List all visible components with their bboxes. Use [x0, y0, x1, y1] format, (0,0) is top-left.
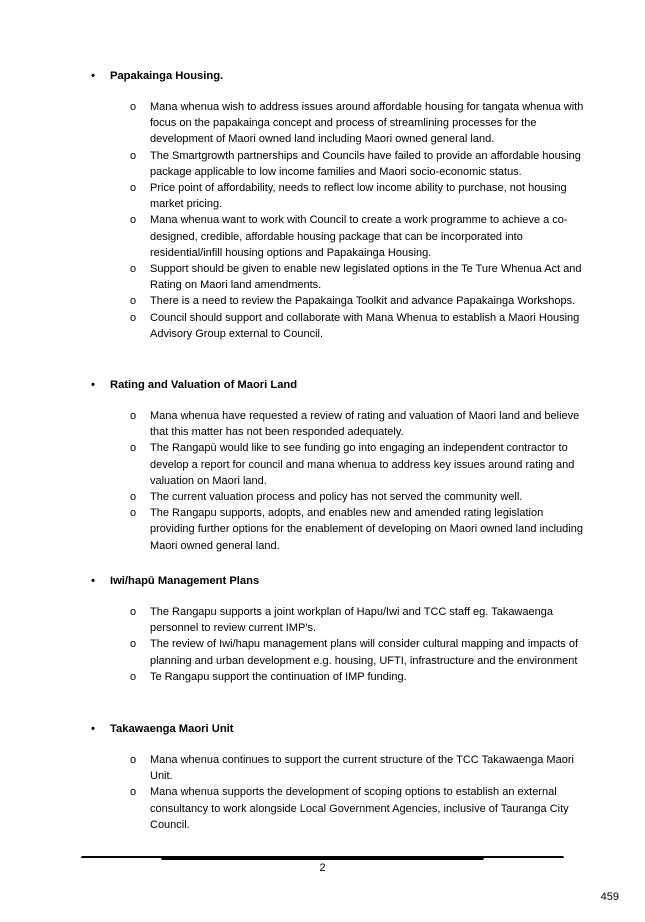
bullet-icon: • [91, 379, 95, 391]
bullet-icon: • [91, 723, 95, 735]
sub-bullet-icon: o [129, 507, 137, 520]
sub-bullet-icon: o [129, 638, 137, 651]
list-item: o Mana whenua supports the development of scoping options to establish an external consultancy to work alongside Local Government Agencies, inclusive of Tauranga City Council. [129, 786, 569, 831]
section-takawaenga-unit [88, 721, 588, 833]
sub-bullet-icon: o [129, 101, 137, 113]
list-item: o Support should be given to enable new legislated options in the Te Ture Whenua Act and Rating on Maori land amendments. [129, 263, 582, 292]
list-item: o The current valuation process and policy has not served the community well. [88, 489, 588, 505]
sub-bullet-icon: o [129, 754, 137, 766]
heading-text: Papakainga Housing. [110, 70, 224, 82]
bullet-list [88, 604, 588, 685]
heading-text: Rating and Valuation of Maori Land [110, 379, 298, 391]
section-heading [88, 721, 588, 737]
bullet-icon: • [91, 70, 95, 82]
footer-divider [81, 856, 564, 860]
list-item: o Mana whenua want to work with Council to create a work programme to achieve a co-designed, credible, affordable housing package that can be incorporated into residential/infill housing options and Papakainga Housing. [129, 214, 568, 259]
sub-bullet-icon: o [129, 149, 137, 162]
sub-bullet-icon: o [129, 311, 137, 324]
list-item: o The Rangapu supports a joint workplan of Hapu/Iwi and TCC staff eg. Takawaenga personnel to review current IMP’s. [129, 606, 553, 635]
list-item: o Mana whenua wish to address issues around affordable housing for tangata whenua with focus on the papakainga concept and process of streamlining processes for the development of Maori owned land including Maori owned general land. [129, 101, 584, 146]
list-item: o Price point of affordability, needs to reflect low income ability to purchase, not housing market pricing. [129, 182, 567, 211]
list-item: o Council should support and collaborate with Mana Whenua to establish a Maori Housing Advisory Group external to Council. [129, 311, 580, 340]
sub-bullet-icon: o [129, 214, 137, 227]
section-papakainga-housing [88, 68, 588, 342]
list-item: o There is a need to review the Papakainga Toolkit and advance Papakainga Workshops. [88, 293, 588, 309]
bullet-icon: • [91, 575, 95, 587]
document-page-number: 459 [600, 891, 619, 903]
sub-bullet-icon: o [129, 670, 137, 683]
sub-bullet-icon: o [129, 295, 137, 308]
sub-bullet-icon: o [129, 410, 137, 422]
bullet-list [88, 99, 588, 342]
section-heading [88, 377, 588, 393]
sub-bullet-icon: o [129, 606, 137, 618]
section-rating-valuation [88, 377, 588, 554]
list-item: o Te Rangapu support the continuation of IMP funding. [88, 669, 588, 685]
list-item: o Mana whenua have requested a review of rating and valuation of Maori land and believe that this matter has not been responded adequately. [129, 410, 580, 439]
list-item: o The Smartgrowth partnerships and Councils have failed to provide an affordable housing package applicable to low income families and Maori socio-economic status. [129, 149, 581, 178]
sub-bullet-icon: o [129, 182, 137, 195]
heading-text: Iwi/hapū Management Plans [110, 575, 260, 587]
heading-text: Takawaenga Maori Unit [110, 723, 234, 735]
sub-bullet-icon: o [129, 442, 137, 455]
sub-bullet-icon: o [129, 263, 137, 276]
list-item: o The review of Iwi/hapu management plans will consider cultural mapping and impacts of planning and urban development e.g. housing, UFTI, infrastructure and the environment [129, 638, 578, 667]
sub-bullet-icon: o [129, 786, 137, 799]
section-heading [88, 68, 588, 84]
bullet-list [88, 752, 588, 833]
section-heading [88, 573, 588, 589]
sub-bullet-icon: o [129, 491, 137, 504]
page-number: 2 [319, 862, 326, 874]
list-item: o Mana whenua continues to support the current structure of the TCC Takawaenga Maori Unit. [129, 754, 574, 783]
list-item: o The Rangapū would like to see funding go into engaging an independent contractor to develop a report for council and mana whenua to address key issues around rating and valuation on Maori land. [129, 442, 575, 487]
section-iwi-hapu-plans [88, 573, 588, 685]
bullet-list [88, 408, 588, 554]
list-item: o The Rangapu supports, adopts, and enables new and amended rating legislation providing further options for the enablement of developing on Maori owned land including Maori owned general land. [129, 507, 583, 552]
